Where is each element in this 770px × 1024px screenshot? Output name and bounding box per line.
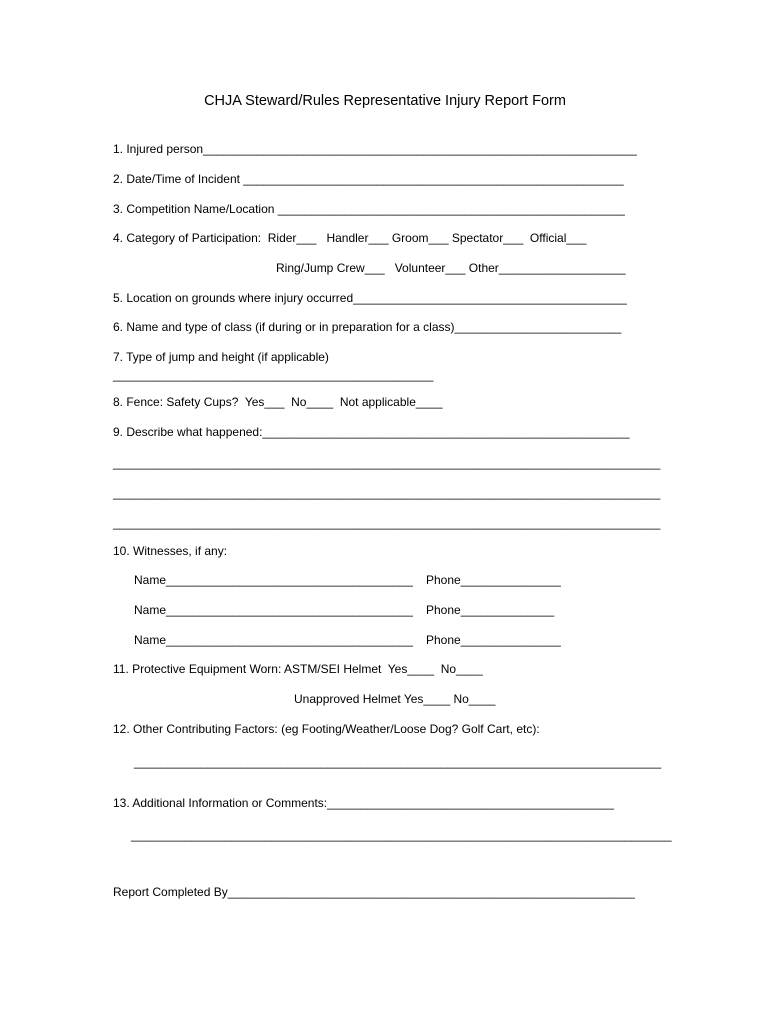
- describe-blank-line-1[interactable]: __________________________________________________________________________________: [113, 456, 661, 470]
- describe-blank-line-2[interactable]: __________________________________________________________________________________: [113, 486, 661, 500]
- witness-name-field[interactable]: Name_____________________________________: [134, 633, 413, 647]
- witness-name-field[interactable]: Name_____________________________________: [134, 603, 413, 617]
- describe-happened-field[interactable]: 9. Describe what happened:_______________________________________________________: [113, 425, 630, 439]
- form-title: CHJA Steward/Rules Representative Injury Report Form: [204, 93, 566, 109]
- participation-category-row-1[interactable]: 4. Category of Participation: Rider___ Handler___ Groom___ Spectator___ Official___: [113, 231, 587, 245]
- unapproved-helmet-field[interactable]: Unapproved Helmet Yes____ No____: [294, 692, 496, 706]
- jump-type-height-field[interactable]: ________________________________________________: [113, 368, 434, 382]
- competition-location-field[interactable]: 3. Competition Name/Location ____________________________________________________: [113, 202, 625, 216]
- witnesses-label: 10. Witnesses, if any:: [113, 544, 228, 558]
- report-completed-by-field[interactable]: Report Completed By_____________________________________________________________: [113, 885, 635, 899]
- witness-name-field[interactable]: Name_____________________________________: [134, 573, 413, 587]
- safety-cups-field[interactable]: 8. Fence: Safety Cups? Yes___ No____ Not applicable____: [113, 395, 443, 409]
- participation-category-row-2[interactable]: Ring/Jump Crew___ Volunteer___ Other___________________: [276, 261, 626, 275]
- contributing-factors-field[interactable]: _______________________________________________________________________________: [134, 755, 662, 769]
- protective-equipment-field[interactable]: 11. Protective Equipment Worn: ASTM/SEI Helmet Yes____ No____: [113, 662, 483, 676]
- witness-phone-field[interactable]: Phone______________: [426, 603, 555, 617]
- injured-person-field[interactable]: 1. Injured person_________________________________________________________________: [113, 142, 637, 156]
- jump-type-height-label: 7. Type of jump and height (if applicable): [113, 350, 329, 364]
- injury-location-field[interactable]: 5. Location on grounds where injury occurred_________________________________________: [113, 291, 627, 305]
- contributing-factors-label: 12. Other Contributing Factors: (eg Footing/Weather/Loose Dog? Golf Cart, etc):: [113, 722, 540, 736]
- additional-info-field[interactable]: 13. Additional Information or Comments:___________________________________________: [113, 796, 615, 810]
- class-name-type-field[interactable]: 6. Name and type of class (if during or in preparation for a class)_________________________: [113, 320, 622, 334]
- additional-info-blank-line[interactable]: _________________________________________________________________________________: [131, 828, 672, 842]
- describe-blank-line-3[interactable]: __________________________________________________________________________________: [113, 516, 661, 530]
- witness-phone-field[interactable]: Phone_______________: [426, 573, 561, 587]
- witness-phone-field[interactable]: Phone_______________: [426, 633, 561, 647]
- date-time-field[interactable]: 2. Date/Time of Incident _________________________________________________________: [113, 172, 624, 186]
